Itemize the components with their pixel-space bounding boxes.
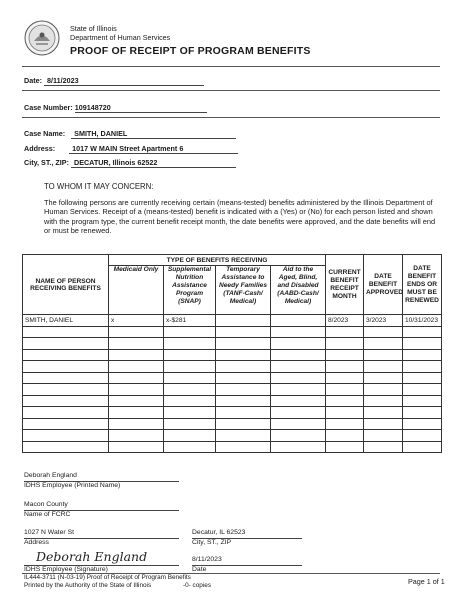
printed-by: Printed by the Authority of the State of Illinois xyxy=(24,581,152,589)
date-value: 8/11/2023 xyxy=(44,76,204,86)
col-snap-header: Supplemental Nutrition Assistance Program (SNAP) xyxy=(164,266,216,315)
table-body xyxy=(23,315,442,453)
date-label: Date: xyxy=(24,76,42,85)
date-field xyxy=(24,76,204,86)
address-label: Address: xyxy=(24,144,56,153)
table-cell xyxy=(164,395,216,407)
table-cell xyxy=(403,384,442,396)
table-row xyxy=(23,372,442,384)
employee-name-label: IDHS Employee (Printed Name) xyxy=(24,482,121,489)
city-field xyxy=(24,158,236,168)
table-cell xyxy=(164,407,216,419)
table-cell xyxy=(403,361,442,373)
table-cell xyxy=(403,441,442,453)
table-cell xyxy=(109,395,164,407)
table-cell xyxy=(364,361,403,373)
table-cell xyxy=(23,407,109,419)
employee-address-label: Address xyxy=(24,539,49,546)
case-number-field xyxy=(24,103,207,113)
form-title: PROOF OF RECEIPT OF PROGRAM BENEFITS xyxy=(70,45,311,57)
case-name-value: SMITH, DANIEL xyxy=(71,129,236,139)
table-cell xyxy=(364,372,403,384)
employee-city-label: City, ST., ZIP xyxy=(192,539,232,546)
table-cell xyxy=(403,430,442,442)
col-current-month-header: CURRENT BENEFIT RECEIPT MONTH xyxy=(326,255,364,315)
table-cell xyxy=(109,418,164,430)
table-cell xyxy=(326,430,364,442)
table-cell: 3/2023 xyxy=(364,315,403,327)
table-cell xyxy=(109,338,164,350)
table-cell xyxy=(23,361,109,373)
col-tanf-header: Temporary Assistance to Needy Families (TANF-Cash/ Medical) xyxy=(216,266,271,315)
type-of-benefits-header: TYPE OF BENEFITS RECEIVING xyxy=(109,255,326,266)
table-cell xyxy=(109,407,164,419)
table-cell xyxy=(216,349,271,361)
table-cell xyxy=(164,338,216,350)
table-cell xyxy=(326,361,364,373)
city-block xyxy=(192,529,302,547)
table-cell: x xyxy=(109,315,164,327)
table-row xyxy=(23,418,442,430)
table-cell xyxy=(403,418,442,430)
table-cell xyxy=(23,384,109,396)
table-cell xyxy=(216,441,271,453)
table-cell xyxy=(23,430,109,442)
table-cell: SMITH, DANIEL xyxy=(23,315,109,327)
employee-city-value: Decatur, IL 62523 xyxy=(192,529,302,539)
table-cell xyxy=(326,349,364,361)
table-cell xyxy=(326,384,364,396)
col-aabd-header: Aid to the Aged, Blind, and Disabled (AABD-Cash/ Medical) xyxy=(271,266,326,315)
signature-label: IDHS Employee (Signature) xyxy=(24,566,108,573)
table-cell xyxy=(326,326,364,338)
table-cell xyxy=(164,372,216,384)
intro-paragraph: The following persons are currently receiving certain (means-tested) benefits administered by the Illinois Department of Human Services. Receipt of a (means-tested) benefit is indicated with a (Yes) or (No) for each person listed and shown with the program type, the current benefit receipt month, the date benefits were approved, and the date benefits will end or must be renewed. xyxy=(44,198,436,235)
table-cell xyxy=(326,372,364,384)
table-row xyxy=(23,349,442,361)
table-cell xyxy=(23,372,109,384)
employee-name-value: Deborah England xyxy=(24,472,179,482)
case-name-field xyxy=(24,129,236,139)
sign-date-block xyxy=(192,556,302,574)
form-identifier: IL444-3711 (N-03-19) Proof of Receipt of Program Benefits xyxy=(24,574,191,581)
sign-date-value: 8/11/2023 xyxy=(192,556,302,566)
table-cell xyxy=(164,326,216,338)
col-date-approved-header: DATE BENEFIT APPROVED xyxy=(364,255,403,315)
table-cell xyxy=(271,315,326,327)
table-cell xyxy=(403,326,442,338)
table-cell xyxy=(23,349,109,361)
table-cell xyxy=(216,372,271,384)
table-cell xyxy=(403,372,442,384)
table-cell xyxy=(109,384,164,396)
table-cell: x-$281 xyxy=(164,315,216,327)
table-cell xyxy=(271,384,326,396)
table-cell xyxy=(403,395,442,407)
table-cell xyxy=(164,361,216,373)
table-cell xyxy=(216,338,271,350)
table-row xyxy=(23,407,442,419)
table-cell xyxy=(364,418,403,430)
table-cell xyxy=(109,349,164,361)
signature-line xyxy=(24,556,179,566)
signature-block xyxy=(24,556,179,574)
table-cell xyxy=(271,349,326,361)
col-medicaid-header: Medicaid Only xyxy=(109,266,164,315)
employee-address-value: 1027 N Water St xyxy=(24,529,179,539)
table-row xyxy=(23,441,442,453)
table-cell xyxy=(109,326,164,338)
form-footer xyxy=(24,574,211,590)
state-seal-icon xyxy=(24,20,60,56)
table-cell xyxy=(23,338,109,350)
table-row xyxy=(23,326,442,338)
address-field xyxy=(24,144,238,154)
copies-count: -0- copies xyxy=(182,581,212,589)
city-label: City, ST., ZIP: xyxy=(24,158,69,167)
address-block xyxy=(24,529,179,547)
case-number-label: Case Number: xyxy=(24,103,73,112)
table-cell xyxy=(364,349,403,361)
table-cell xyxy=(109,430,164,442)
table-row xyxy=(23,338,442,350)
state-name: State of Illinois xyxy=(70,24,117,33)
case-number-value: 109148720 xyxy=(75,103,207,113)
employee-name-block xyxy=(24,472,179,490)
date-divider xyxy=(22,90,440,91)
table-cell xyxy=(403,338,442,350)
table-cell xyxy=(364,338,403,350)
salutation: TO WHOM IT MAY CONCERN: xyxy=(44,182,154,191)
table-cell xyxy=(403,407,442,419)
table-cell xyxy=(326,395,364,407)
table-cell xyxy=(216,361,271,373)
table-cell xyxy=(164,430,216,442)
table-cell xyxy=(271,361,326,373)
table-cell xyxy=(403,349,442,361)
table-cell xyxy=(23,395,109,407)
table-cell xyxy=(216,407,271,419)
table-row xyxy=(23,315,442,327)
table-cell xyxy=(364,430,403,442)
table-cell xyxy=(364,384,403,396)
benefits-table xyxy=(22,254,442,453)
table-cell: 8/2023 xyxy=(326,315,364,327)
table-cell xyxy=(164,441,216,453)
table-row xyxy=(23,395,442,407)
city-value: DECATUR, Illinois 62522 xyxy=(71,158,236,168)
table-cell xyxy=(216,384,271,396)
table-cell xyxy=(271,395,326,407)
table-cell xyxy=(216,418,271,430)
case-name-label: Case Name: xyxy=(24,129,66,138)
table-cell xyxy=(164,349,216,361)
fcrc-block xyxy=(24,501,179,519)
agency-name xyxy=(70,24,170,42)
table-cell xyxy=(326,441,364,453)
table-cell xyxy=(216,315,271,327)
page-number: Page 1 of 1 xyxy=(408,577,445,586)
employee-signature: Deborah England xyxy=(36,549,148,564)
table-cell xyxy=(364,441,403,453)
table-row xyxy=(23,361,442,373)
fcrc-label: Name of FCRC xyxy=(24,511,71,518)
table-cell xyxy=(271,441,326,453)
table-cell xyxy=(364,395,403,407)
fcrc-value: Macon County xyxy=(24,501,179,511)
sign-date-label: Date xyxy=(192,566,207,573)
table-cell xyxy=(109,372,164,384)
table-cell xyxy=(271,407,326,419)
table-cell xyxy=(271,338,326,350)
table-cell xyxy=(164,418,216,430)
table-cell xyxy=(216,326,271,338)
col-name-header: NAME OF PERSON RECEIVING BENEFITS xyxy=(23,255,109,315)
table-cell xyxy=(216,395,271,407)
table-cell xyxy=(23,441,109,453)
table-header-row xyxy=(23,255,442,266)
table-cell xyxy=(216,430,271,442)
printing-authority xyxy=(24,582,211,590)
table-cell xyxy=(271,418,326,430)
table-cell xyxy=(364,407,403,419)
case-divider xyxy=(22,117,440,118)
table-cell: 10/31/2023 xyxy=(403,315,442,327)
col-date-ends-header: DATE BENEFIT ENDS OR MUST BE RENEWED xyxy=(403,255,442,315)
table-row xyxy=(23,430,442,442)
table-cell xyxy=(271,372,326,384)
table-cell xyxy=(109,361,164,373)
department-name: Department of Human Services xyxy=(70,33,171,42)
table-cell xyxy=(109,441,164,453)
table-cell xyxy=(164,384,216,396)
table-cell xyxy=(271,430,326,442)
table-cell xyxy=(271,326,326,338)
table-cell xyxy=(23,326,109,338)
address-value: 1017 W MAIN Street Apartment 6 xyxy=(69,144,238,154)
table-cell xyxy=(326,418,364,430)
table-cell xyxy=(364,326,403,338)
table-cell xyxy=(23,418,109,430)
header-divider xyxy=(22,66,440,67)
table-cell xyxy=(326,407,364,419)
table-cell xyxy=(326,338,364,350)
table-row xyxy=(23,384,442,396)
